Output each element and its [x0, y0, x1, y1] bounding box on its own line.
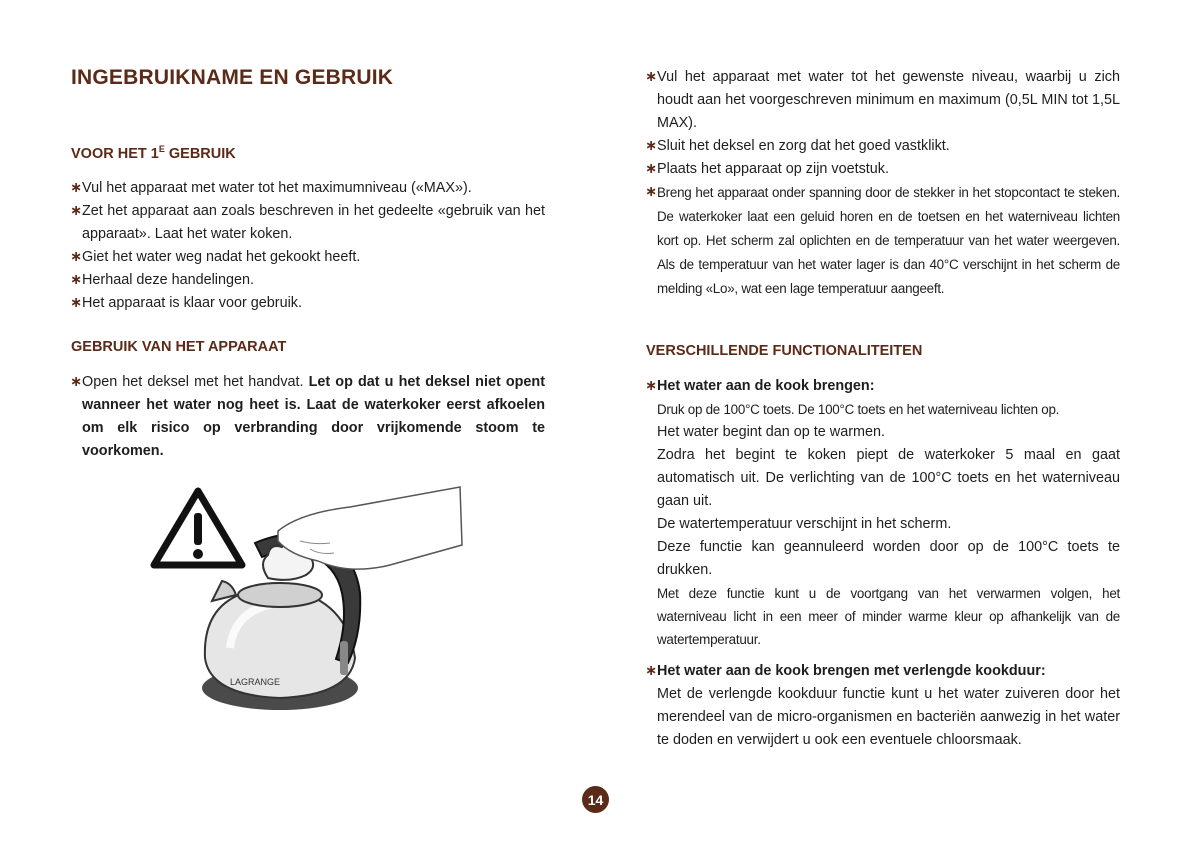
functions-list — [646, 375, 1120, 398]
use-item-text: Open het deksel met het handvat. — [82, 374, 309, 390]
use-heading: GEBRUIK VAN HET APPARAAT — [71, 339, 287, 355]
first-use-heading — [71, 144, 236, 162]
boil-line: De watertemperatuur verschijnt in het scherm. — [657, 516, 952, 532]
boil-line: Met deze functie kunt u de voortgang van het verwarmen volgen, het waterniveau licht in een meer of minder warme kleur op afhankelijk van de watertemperatuur. — [657, 586, 1120, 647]
boil-long-title: Het water aan de kook brengen met verlengde kookduur: — [657, 663, 1046, 679]
boil-line: Zodra het begint te koken piept de waterkoker 5 maal en gaat automatisch uit. De verlichting van de 100°C toets en het waterniveau gaan uit. — [657, 447, 1120, 509]
list-item: ∗ Herhaal deze handelingen. — [71, 269, 545, 292]
boil-long-text: Met de verlengde kookduur functie kunt u het water zuiveren door het merendeel van de micro-organismen en bacteriën aanwezig in het water te doden en verwijdert u ook een eventuele chloorsmaak. — [657, 686, 1120, 748]
boil-line: Deze functie kan geannuleerd worden door op de 100°C toets te drukken. — [657, 539, 1120, 578]
list-item: ∗ Vul het apparaat met water tot het maximumniveau («MAX»). — [71, 177, 545, 200]
list-item: ∗ Vul het apparaat met water tot het gewenste niveau, waarbij u zich houdt aan het voorgeschreven minimum en maximum (0,5L MIN tot 1,5L MAX). — [646, 66, 1120, 135]
list-item: ∗ Sluit het deksel en zorg dat het goed vastklikt. — [646, 135, 1120, 158]
list-item: ∗ Het apparaat is klaar voor gebruik. — [71, 292, 545, 315]
first-use-heading-sup: E — [158, 144, 165, 154]
boil-line: Druk op de 100°C toets. De 100°C toets en het waterniveau lichten op. — [657, 402, 1060, 417]
list-item — [646, 181, 1120, 301]
list-item: ∗ Zet het apparaat aan zoals beschreven in het gedeelte «gebruik van het apparaat». Laat het water koken. — [71, 200, 545, 246]
first-use-heading-prefix: VOOR HET 1 — [71, 145, 159, 162]
page-number: 14 — [582, 786, 609, 813]
brand-label: LAGRANGE — [230, 677, 281, 687]
boil-line: Het water begint dan op te warmen. — [657, 424, 885, 440]
list-item: ∗ Plaats het apparaat op zijn voetstuk. — [646, 158, 1120, 181]
functions-heading: VERSCHILLENDE FUNCTIONALITEITEN — [646, 343, 923, 359]
kettle-illustration — [150, 483, 470, 723]
use-list — [71, 371, 545, 463]
power-on-text: Breng het apparaat onder spanning door de stekker in het stopcontact te steken. De waterkoker laat een geluid horen en de toetsen en het waterniveau lichten kort op. Het scherm zal oplichten en de temperatuur van het water weergeven. Als de temperatuur van het water lager is dan 40°C verschijnt in het scherm de melding «Lo», wat een lage temperatuur aangeeft. — [657, 185, 1120, 296]
page-title: INGEBRUIKNAME EN GEBRUIK — [71, 66, 394, 89]
list-item — [646, 375, 1120, 398]
list-item — [646, 660, 1120, 683]
boil-description — [646, 398, 1120, 651]
use-warning-text: Let op dat u het deksel niet opent wanneer het water nog heet is. Laat de waterkoker eerst afkoelen om elk risico op verbranding door vrijkomende stoom te voorkomen. — [82, 374, 546, 459]
boil-title: Het water aan de kook brengen: — [657, 378, 875, 394]
first-use-heading-suffix: GEBRUIK — [164, 145, 236, 162]
functions-list-2 — [646, 660, 1120, 683]
hand-icon — [278, 487, 462, 569]
preparation-list — [646, 66, 1120, 301]
list-item — [71, 371, 545, 463]
first-use-list — [71, 177, 545, 315]
list-item: ∗ Giet het water weg nadat het gekookt heeft. — [71, 246, 545, 269]
warning-triangle-icon — [154, 491, 242, 565]
